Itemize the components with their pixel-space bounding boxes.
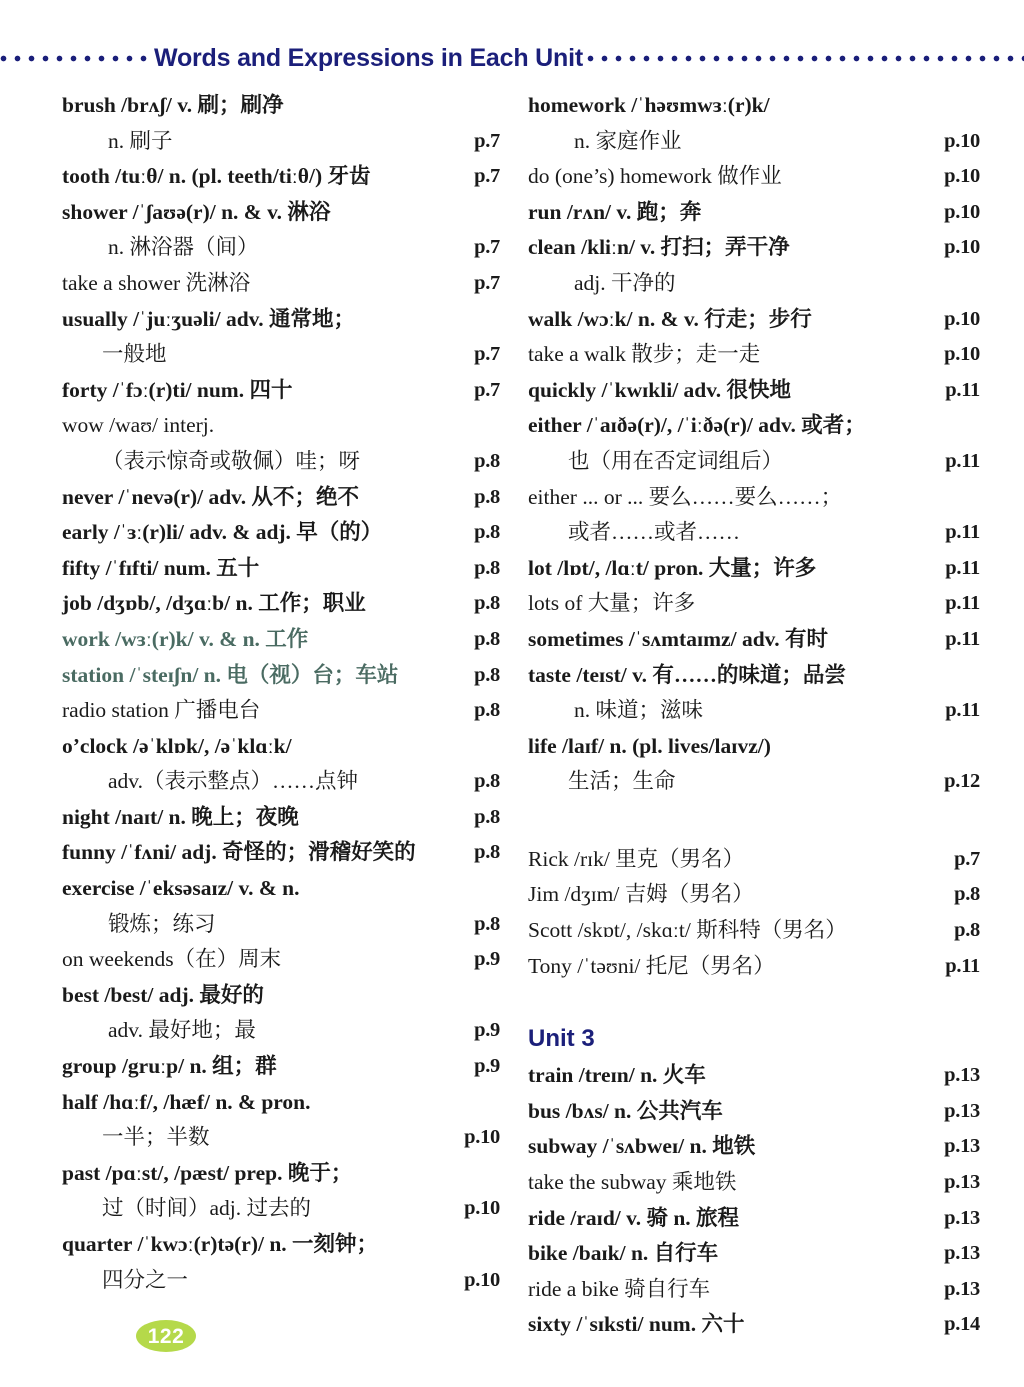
entry-text: 四分之一 xyxy=(102,1267,189,1292)
vocab-entry xyxy=(528,586,980,622)
entry-text: 过（时间）adj. 过去的 xyxy=(102,1196,312,1221)
vocab-entry xyxy=(528,195,980,231)
vocab-entry xyxy=(62,302,502,338)
entry-page: p.7 xyxy=(474,165,500,188)
entry-page: p.10 xyxy=(944,129,980,152)
entry-text: 或者……或者…… xyxy=(568,520,741,545)
vocab-entry xyxy=(62,88,502,124)
page-header xyxy=(0,40,1024,76)
entry-page: p.11 xyxy=(945,592,980,615)
vocab-entry xyxy=(62,1227,502,1263)
entry-page: p.9 xyxy=(474,1019,500,1042)
vocab-entry xyxy=(62,942,502,978)
entry-page: p.11 xyxy=(945,699,980,722)
entry-text: n. 味道；滋味 xyxy=(574,698,704,723)
entry-text: bike /baɪk/ n. 自行车 xyxy=(528,1241,719,1266)
entry-text: clean /kliːn/ v. 打扫；弄干净 xyxy=(528,235,790,260)
header-dot-leader-right xyxy=(587,55,1024,62)
entry-text: shower /ˈʃaʊə(r)/ n. & v. 淋浴 xyxy=(62,199,331,224)
entry-text: radio station 广播电台 xyxy=(62,698,261,723)
entry-page: p.8 xyxy=(954,883,980,906)
entry-text: night /naɪt/ n. 晚上；夜晚 xyxy=(62,804,299,829)
entry-text: train /treɪn/ n. 火车 xyxy=(528,1063,706,1088)
entry-page: p.7 xyxy=(474,343,500,366)
entry-text: group /gruːp/ n. 组；群 xyxy=(62,1054,277,1079)
entry-page: p.8 xyxy=(474,521,500,544)
proper-noun-entry xyxy=(528,877,980,913)
vocab-entry xyxy=(62,1085,502,1121)
entry-page: p.12 xyxy=(944,770,980,793)
vocab-entry xyxy=(62,1049,502,1085)
entry-text: sixty /ˈsɪksti/ num. 六十 xyxy=(528,1312,745,1337)
entry-page: p.11 xyxy=(945,378,980,401)
vocab-entry xyxy=(528,1058,980,1094)
entry-text: Jim /dʒɪm/ 吉姆（男名） xyxy=(528,882,754,907)
header-dot-leader-left xyxy=(0,55,150,62)
right-column xyxy=(528,88,980,1343)
entry-page: p.13 xyxy=(944,1242,980,1265)
entry-text: station /ˈsteɪʃn/ n. 电（视）台；车站 xyxy=(62,662,399,687)
entry-page: p.8 xyxy=(954,919,980,942)
entry-page: p.8 xyxy=(474,663,500,686)
entry-page: p.9 xyxy=(474,948,500,971)
entry-text: brush /brʌʃ/ v. 刷；刷净 xyxy=(62,93,284,117)
section-gap xyxy=(528,800,980,842)
vocab-entry xyxy=(62,586,502,622)
vocab-entry xyxy=(528,230,980,266)
vocab-entry xyxy=(62,764,502,800)
entry-text: subway /ˈsʌbweɪ/ n. 地铁 xyxy=(528,1134,756,1159)
entry-page: p.8 xyxy=(474,485,500,508)
entry-page: p.13 xyxy=(944,1171,980,1194)
vocab-entry xyxy=(528,1307,980,1343)
entry-text: either /ˈaɪðə(r)/, /ˈiːðə(r)/ adv. 或者； xyxy=(528,413,866,438)
unit-heading: Unit 3 xyxy=(528,1025,595,1053)
vocab-entry xyxy=(62,622,502,658)
entry-text: lots of 大量；许多 xyxy=(528,591,696,616)
entry-text: o’clock /əˈklɒk/, /əˈklɑːk/ xyxy=(62,733,292,758)
entry-page: p.10 xyxy=(944,307,980,330)
entry-text: take the subway 乘地铁 xyxy=(528,1170,737,1195)
vocab-entry xyxy=(62,337,502,373)
vocab-entry xyxy=(528,693,980,729)
entry-page: p.13 xyxy=(944,1064,980,1087)
vocab-entry xyxy=(528,1272,980,1308)
entry-text: n. 家庭作业 xyxy=(574,128,682,153)
entry-text: early /ˈɜː(r)li/ adv. & adj. 早（的） xyxy=(62,520,383,545)
entry-text: Tony /ˈtəʊni/ 托尼（男名） xyxy=(528,953,775,978)
vocab-entry xyxy=(62,480,502,516)
proper-noun-entry xyxy=(528,842,980,878)
vocab-entry xyxy=(62,729,502,765)
entry-page: p.11 xyxy=(945,449,980,472)
entry-page: p.7 xyxy=(474,271,500,294)
vocab-entry xyxy=(62,1013,502,1049)
vocab-entry xyxy=(62,373,502,409)
entry-page: p.10 xyxy=(944,200,980,223)
entry-text: lot /lɒt/, /lɑːt/ pron. 大量；许多 xyxy=(528,555,817,580)
entry-page: p.10 xyxy=(464,1268,500,1291)
vocab-entry xyxy=(528,124,980,160)
vocab-entry xyxy=(528,551,980,587)
entry-text: run /rʌn/ v. 跑；奔 xyxy=(528,199,702,224)
vocab-entry xyxy=(528,337,980,373)
entry-text: fifty /ˈfɪfti/ num. 五十 xyxy=(62,555,260,580)
left-column xyxy=(62,88,502,1298)
entry-text: funny /ˈfʌni/ adj. 奇怪的；滑稽好笑的 xyxy=(62,840,416,865)
vocab-entry xyxy=(528,408,980,444)
entry-text: 一半；半数 xyxy=(102,1125,210,1150)
vocab-entry xyxy=(62,124,502,160)
vocab-entry xyxy=(528,88,980,124)
entry-text: taste /teɪst/ v. 有……的味道；品尝 xyxy=(528,662,846,687)
entry-page: p.9 xyxy=(474,1055,500,1078)
entry-text: half /hɑːf/, /hæf/ n. & pron. xyxy=(62,1089,311,1114)
entry-page: p.7 xyxy=(474,129,500,152)
entry-page: p.14 xyxy=(944,1313,980,1336)
entry-text: job /dʒɒb/, /dʒɑːb/ n. 工作；职业 xyxy=(62,591,366,616)
vocab-entry xyxy=(528,1165,980,1201)
vocab-entry xyxy=(62,978,502,1014)
vocab-entry xyxy=(528,444,980,480)
entry-page: p.8 xyxy=(474,805,500,828)
entry-page: p.8 xyxy=(474,449,500,472)
vocab-entry xyxy=(62,871,502,907)
entry-text: bus /bʌs/ n. 公共汽车 xyxy=(528,1098,723,1123)
entry-page: p.10 xyxy=(464,1126,500,1149)
vocab-entry xyxy=(62,907,502,943)
entry-text: on weekends（在）周末 xyxy=(62,947,282,972)
vocab-entry xyxy=(528,302,980,338)
entry-page: p.8 xyxy=(474,556,500,579)
proper-noun-entry xyxy=(528,949,980,985)
entry-page: p.13 xyxy=(944,1135,980,1158)
entry-text: （表示惊奇或敬佩）哇；呀 xyxy=(102,448,361,473)
vocab-entry xyxy=(62,408,502,444)
entry-page: p.8 xyxy=(474,627,500,650)
entry-page: p.7 xyxy=(474,378,500,401)
vocab-entry xyxy=(62,195,502,231)
vocab-entry xyxy=(528,764,980,800)
vocab-entry xyxy=(528,266,980,302)
entry-page: p.10 xyxy=(944,236,980,259)
vocab-entry xyxy=(528,515,980,551)
entry-text: life /laɪf/ n. (pl. lives/laɪvz/) xyxy=(528,733,771,758)
vocab-entry xyxy=(528,622,980,658)
vocab-entry xyxy=(62,230,502,266)
entry-text: Scott /skɒt/, /skɑːt/ 斯科特（男名） xyxy=(528,918,847,943)
entry-text: ride a bike 骑自行车 xyxy=(528,1276,711,1301)
entry-text: adj. 干净的 xyxy=(574,270,676,295)
vocab-entry xyxy=(62,693,502,729)
entry-text: take a walk 散步；走一走 xyxy=(528,342,761,367)
entry-text: quarter /ˈkwɔː(r)tə(r)/ n. 一刻钟； xyxy=(62,1232,379,1256)
vocab-entry xyxy=(62,1191,502,1227)
vocab-entry xyxy=(528,159,980,195)
vocab-entry xyxy=(62,1263,502,1299)
entry-text: adv.（表示整点）……点钟 xyxy=(108,769,359,794)
entry-text: work /wɜː(r)k/ v. & n. 工作 xyxy=(62,626,309,651)
entry-page: p.11 xyxy=(945,556,980,579)
entry-page: p.8 xyxy=(474,699,500,722)
entry-text: n. 淋浴器（间） xyxy=(108,235,259,260)
entry-page: p.8 xyxy=(474,912,500,935)
entry-page: p.11 xyxy=(945,627,980,650)
vocab-entry xyxy=(62,658,502,694)
entry-text: quickly /ˈkwɪkli/ adv. 很快地 xyxy=(528,377,792,402)
entry-page: p.13 xyxy=(944,1099,980,1122)
entry-page: p.10 xyxy=(944,343,980,366)
entry-text: n. 刷子 xyxy=(108,128,173,153)
vocab-entry xyxy=(528,1201,980,1237)
vocab-entry xyxy=(62,1120,502,1156)
vocab-entry xyxy=(528,729,980,765)
entry-text: 锻炼；练习 xyxy=(108,911,216,936)
proper-noun-entry xyxy=(528,913,980,949)
entry-page: p.8 xyxy=(474,592,500,615)
vocab-entry xyxy=(62,1156,502,1192)
entry-text: either ... or ... 要么……要么……； xyxy=(528,484,843,509)
entry-page: p.7 xyxy=(474,236,500,259)
entry-page: p.10 xyxy=(944,165,980,188)
entry-page: p.10 xyxy=(464,1197,500,1220)
entry-page: p.7 xyxy=(954,847,980,870)
vocab-entry xyxy=(62,835,502,871)
entry-text: do (one’s) homework 做作业 xyxy=(528,164,782,189)
entry-text: tooth /tuːθ/ n. (pl. teeth/tiːθ/) 牙齿 xyxy=(62,164,371,189)
page-number-badge xyxy=(136,1320,196,1352)
vocab-entry xyxy=(528,1236,980,1272)
entry-text: exercise /ˈeksəsaɪz/ v. & n. xyxy=(62,876,300,901)
entry-text: adv. 最好地；最 xyxy=(108,1018,256,1043)
vocab-entry xyxy=(528,373,980,409)
entry-text: 也（用在否定词组后） xyxy=(568,448,784,473)
entry-text: 生活；生命 xyxy=(568,769,676,794)
entry-text: forty /ˈfɔː(r)ti/ num. 四十 xyxy=(62,377,293,402)
entry-text: past /pɑːst/, /pæst/ prep. 晚于； xyxy=(62,1160,353,1185)
entry-text: walk /wɔːk/ n. & v. 行走；步行 xyxy=(528,306,812,331)
entry-page: p.8 xyxy=(474,841,500,864)
vocab-entry xyxy=(528,480,980,516)
vocab-entry xyxy=(62,444,502,480)
vocab-entry xyxy=(528,1094,980,1130)
entry-text: best /best/ adj. 最好的 xyxy=(62,982,264,1007)
vocab-entry xyxy=(62,515,502,551)
page-number-text: 122 xyxy=(147,1324,185,1348)
entry-text: Rick /rɪk/ 里克（男名） xyxy=(528,846,745,871)
entry-text: wow /waʊ/ interj. xyxy=(62,413,215,438)
page-title: Words and Expressions in Each Unit xyxy=(154,43,583,72)
vocab-entry xyxy=(62,800,502,836)
entry-text: ride /raɪd/ v. 骑 n. 旅程 xyxy=(528,1205,740,1230)
entry-text: take a shower 洗淋浴 xyxy=(62,270,251,295)
vocab-entry xyxy=(62,266,502,302)
entry-page: p.11 xyxy=(945,954,980,977)
entry-text: usually /ˈjuːʒuəli/ adv. 通常地； xyxy=(62,306,356,331)
entry-text: homework /ˈhəʊmwɜː(r)k/ xyxy=(528,93,770,117)
section-gap xyxy=(528,984,980,1018)
vocab-entry xyxy=(528,658,980,694)
entry-page: p.13 xyxy=(944,1206,980,1229)
entry-page: p.8 xyxy=(474,770,500,793)
vocab-entry xyxy=(528,1129,980,1165)
vocab-entry xyxy=(62,159,502,195)
entry-text: 一般地 xyxy=(102,342,167,367)
entry-page: p.11 xyxy=(945,521,980,544)
vocab-entry xyxy=(62,551,502,587)
entry-text: sometimes /ˈsʌmtaɪmz/ adv. 有时 xyxy=(528,626,828,651)
entry-text: never /ˈnevə(r)/ adv. 从不；绝不 xyxy=(62,484,359,509)
entry-page: p.13 xyxy=(944,1277,980,1300)
